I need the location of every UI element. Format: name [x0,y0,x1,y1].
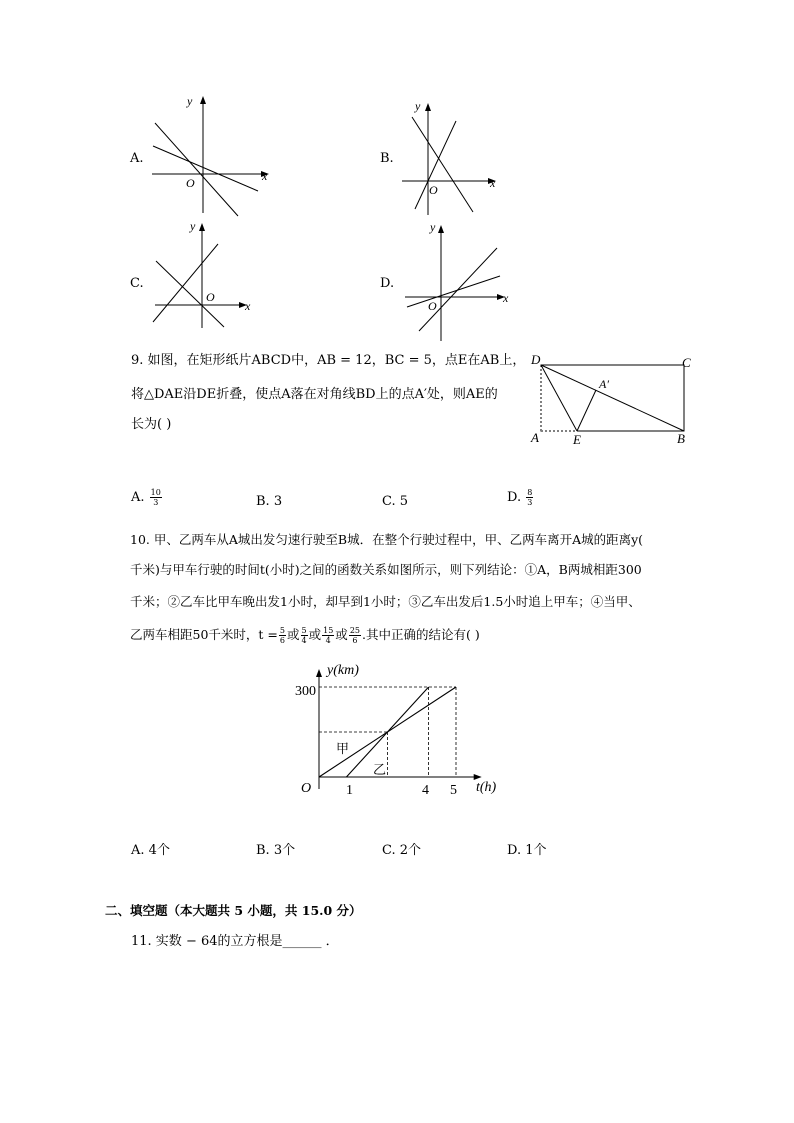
option-text: 2个 [399,843,422,858]
point-b: B [677,431,685,446]
q8-option-b [380,95,510,220]
chart-origin-label: O [301,781,312,796]
fraction: $\frac{10}{3}$ [150,488,161,507]
option-label: B. [380,151,394,166]
point-d: D [531,352,541,367]
series-label-yi: 乙 [373,763,387,778]
segment-ea-prime [577,390,596,431]
q10-stem-line4: 乙两车相距50千米时，t = $\frac{5}{6}$ 或 $\frac{5}{4}$ 或 $\frac{15}{4}$ 或 $\frac{25}{6}$ .其中正确的结论有( ) [130,626,480,645]
q8-option-a [130,88,280,218]
graph-c [130,215,280,330]
q9-stem-line3: 长为( ) [131,417,172,432]
option-label: D. [380,276,395,291]
fraction: $\frac{8}{3}$ [527,488,533,507]
option-text: 4个 [148,843,170,858]
option-label: B. [256,843,270,858]
option-label: D. [507,490,522,505]
q10-option-a[interactable] [131,839,170,858]
x-axis-label: x [490,176,496,190]
q9-stem-line1: 9. 如图，在矩形纸片ABCD中，AB = 12，BC = 5，点E在AB上， [131,353,526,368]
option-label: A. [131,843,145,858]
fraction: $\frac{5}{4}$ [301,626,307,645]
option-text: 3个 [273,843,296,858]
point-a: A [531,430,539,445]
point-c: C [682,355,691,370]
q10-option-c[interactable] [382,839,421,858]
q9-option-c[interactable] [382,494,408,509]
option-text: 1个 [525,843,547,858]
q8-option-c [130,215,280,330]
q9-stem-line2: 将△DAE沿DE折叠，使点A落在对角线BD上的点A′处，则AE的 [131,387,498,402]
point-e: E [573,432,581,447]
fraction: $\frac{15}{4}$ [323,626,334,645]
option-label: B. [256,494,270,509]
q10-option-d[interactable] [507,839,547,858]
q11-stem: 11. 实数 − 64的立方根是______ ． [131,934,339,949]
diagonal-bd [541,365,684,431]
x-axis-label: x [262,169,268,183]
graph-a [130,88,280,218]
origin-label: O [206,290,215,304]
chart-x-tick-1: 1 [346,783,353,798]
q8-option-d [380,218,520,343]
origin-label: O [186,176,195,190]
section-heading: 二、填空题（本大题共 5 小题，共 15.0 分） [105,903,362,918]
y-axis-label: y [187,94,193,108]
q10-stem-line3: 千米；②乙车比甲车晚出发1小时，却早到1小时；③乙车出发后1.5小时追上甲车；④当甲、 [130,594,641,609]
x-axis-label: x [503,291,509,305]
series-label-jia: 甲 [336,742,350,757]
y-axis-label: y [190,219,196,233]
y-axis-label: y [430,220,436,234]
origin-label: O [429,183,438,197]
origin-label: O [428,299,437,313]
q10-option-b[interactable] [256,839,295,858]
chart-y-label: y(km) [327,663,359,678]
q10-distance-time-chart [290,660,520,805]
option-label: C. [382,843,396,858]
chart-x-tick-4: 4 [422,783,429,798]
q10-stem-line2: 千米)与甲车行驶的时间t(小时)之间的函数关系如图所示，则下列结论：①A，B两城相距300 [130,562,642,577]
y-axis-label: y [415,99,421,113]
q9-rectangle-figure [525,352,695,447]
option-label: D. [507,843,522,858]
x-axis-label: x [245,299,251,313]
chart-x-label: t(h) [476,780,497,795]
fraction: $\frac{5}{6}$ [279,626,285,645]
graph-b [380,95,510,220]
option-label: A. [131,490,145,505]
q9-option-a[interactable] [131,488,163,507]
graph-d [380,218,520,343]
option-label: A. [130,151,144,166]
q9-option-d[interactable] [507,488,534,507]
chart-y-tick-300: 300 [295,684,316,699]
fraction: $\frac{25}{6}$ [349,626,360,645]
option-text: 5 [399,494,409,509]
option-label: C. [382,494,396,509]
q10-stem-line1: 10. 甲、乙两车从A城出发匀速行驶至B城．在整个行驶过程中，甲、乙两车离开A城的距离y( [130,532,644,547]
q9-option-b[interactable] [256,494,282,509]
option-text: 3 [273,494,283,509]
option-label: C. [130,276,144,291]
fold-line-de [541,365,577,431]
point-a-prime: A′ [599,377,609,391]
chart-y-axis-arrow [316,669,322,677]
chart-x-tick-5: 5 [450,783,457,798]
